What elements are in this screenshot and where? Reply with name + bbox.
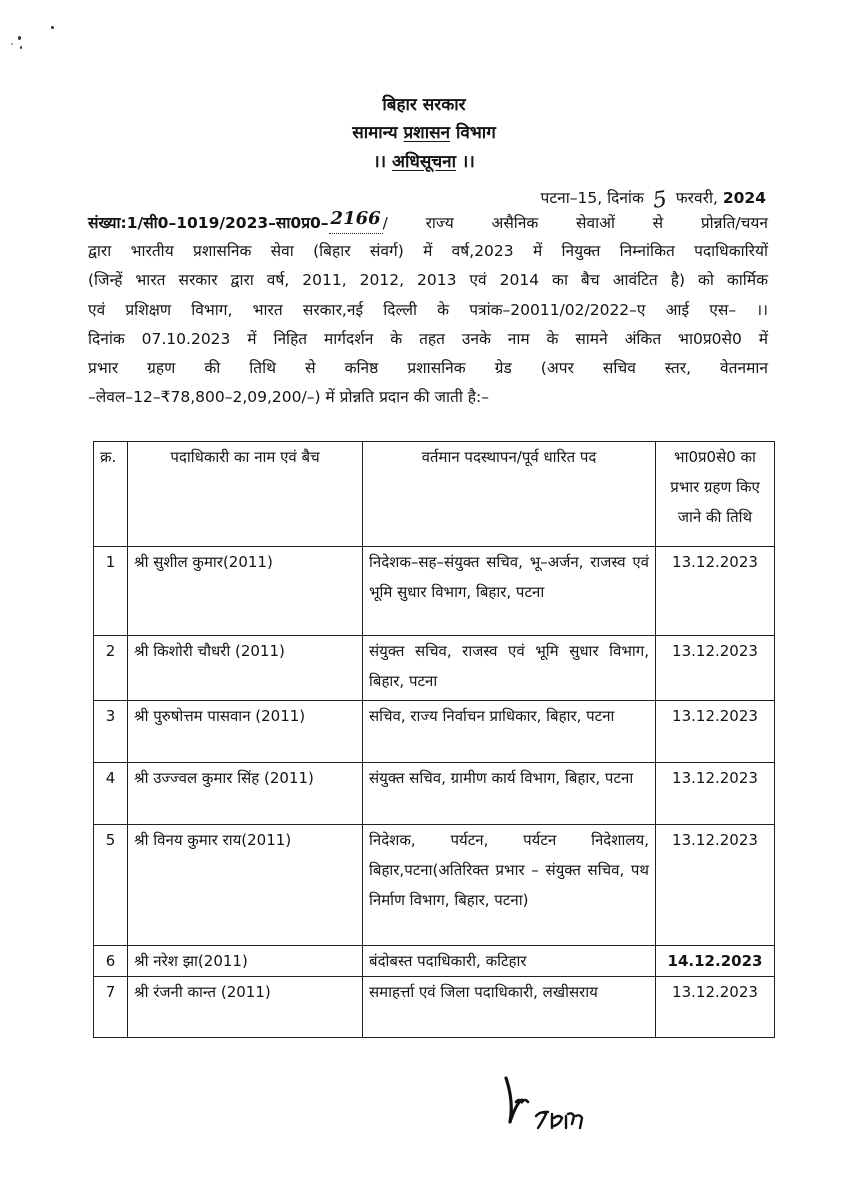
body-line-7: –लेवल–12–₹78,800–2,09,200/–) में प्रोन्नति प्रदान की जाती है:– xyxy=(88,388,490,407)
table-row xyxy=(94,547,775,636)
table-header-row xyxy=(94,442,775,547)
charge-date: 13.12.2023 xyxy=(656,977,775,1038)
scan-speck xyxy=(11,43,13,45)
reference-prefix: संख्या:1/सी0–1019/2023–सा0प्र0– xyxy=(88,214,329,232)
serial-number: 6 xyxy=(94,946,128,977)
dateline xyxy=(540,186,766,214)
government-name: बिहार सरकार xyxy=(382,95,466,115)
notice-heading xyxy=(0,151,848,173)
header-charge-date: भा0प्र0से0 का प्रभार ग्रहण किए जाने की तिथि xyxy=(656,442,775,547)
body-line-2: द्वारा भारतीय प्रशासनिक सेवा (बिहार संवर्ग) में वर्ष,2023 में नियुक्त निम्नांकित पदाधिकारियों xyxy=(88,242,768,261)
table-row xyxy=(94,946,775,977)
serial-number: 1 xyxy=(94,547,128,636)
department-underlined: प्रशासन xyxy=(403,123,451,143)
body-line-6: प्रभार ग्रहण की तिथि से कनिष्ठ प्रशासनिक ग्रेड (अपर सचिव स्तर, वेतनमान xyxy=(88,358,768,377)
scan-speck xyxy=(18,36,21,40)
table-row xyxy=(94,636,775,701)
officer-name: श्री पुरुषोत्तम पासवान (2011) xyxy=(128,701,363,763)
signature xyxy=(496,1072,626,1142)
current-posting: संयुक्त सचिव, ग्रामीण कार्य विभाग, बिहार, पटना xyxy=(363,763,656,825)
current-posting: समाहर्त्ता एवं जिला पदाधिकारी, लखीसराय xyxy=(363,977,656,1038)
charge-date: 13.12.2023 xyxy=(656,825,775,946)
officer-name: श्री उज्ज्वल कुमार सिंह (2011) xyxy=(128,763,363,825)
notice-open-mark: ।। xyxy=(373,152,392,172)
serial-number: 5 xyxy=(94,825,128,946)
officer-name: श्री विनय कुमार राय(2011) xyxy=(128,825,363,946)
body-line-3: (जिन्हें भारत सरकार द्वारा वर्ष, 2011, 2012, 2013 एवं 2014 का बैच आवंटित है) को कार्मिक xyxy=(88,271,768,290)
current-posting: निदेशक–सह–संयुक्त सचिव, भू–अर्जन, राजस्व एवं भूमि सुधार विभाग, बिहार, पटना xyxy=(363,547,656,636)
serial-number: 4 xyxy=(94,763,128,825)
department-suffix: विभाग xyxy=(450,123,496,143)
notice-title: अधिसूचना xyxy=(392,152,456,172)
table-row xyxy=(94,977,775,1038)
officer-name: श्री सुशील कुमार(2011) xyxy=(128,547,363,636)
department-name xyxy=(0,122,848,144)
handwritten-reference-number: 2166 xyxy=(329,204,383,234)
charge-date: 14.12.2023 xyxy=(656,946,775,977)
serial-number: 7 xyxy=(94,977,128,1038)
officer-name: श्री रंजनी कान्त (2011) xyxy=(128,977,363,1038)
reference-suffix: / xyxy=(382,214,388,232)
current-posting: सचिव, राज्य निर्वाचन प्राधिकार, बिहार, पटना xyxy=(363,701,656,763)
table-row xyxy=(94,701,775,763)
serial-number: 2 xyxy=(94,636,128,701)
serial-number: 3 xyxy=(94,701,128,763)
current-posting: संयुक्त सचिव, राजस्व एवं भूमि सुधार विभाग, बिहार, पटना xyxy=(363,636,656,701)
dateline-month: फरवरी, xyxy=(675,189,718,207)
charge-date: 13.12.2023 xyxy=(656,636,775,701)
department-prefix: सामान्य xyxy=(352,123,404,143)
body-text: राज्य असैनिक सेवाओं से प्रोन्नति/चयन xyxy=(387,214,768,232)
officer-name: श्री नरेश झा(2011) xyxy=(128,946,363,977)
header-serial-number: क्र. xyxy=(94,442,128,547)
body-line-1 xyxy=(88,208,768,237)
charge-date: 13.12.2023 xyxy=(656,701,775,763)
current-posting: बंदोबस्त पदाधिकारी, कटिहार xyxy=(363,946,656,977)
header-officer-name: पदाधिकारी का नाम एवं बैच xyxy=(128,442,363,547)
notification-body xyxy=(88,208,768,412)
handwritten-initials-icon xyxy=(496,1072,626,1142)
table-row xyxy=(94,763,775,825)
header-current-posting: वर्तमान पदस्थापन/पूर्व धारित पद xyxy=(363,442,656,547)
dateline-year: 2024 xyxy=(722,189,766,207)
table-row xyxy=(94,825,775,946)
charge-date: 13.12.2023 xyxy=(656,763,775,825)
officer-name: श्री किशोरी चौधरी (2011) xyxy=(128,636,363,701)
scan-speck xyxy=(51,26,54,29)
current-posting: निदेशक, पर्यटन, पर्यटन निदेशालय, बिहार,पटना(अतिरिक्त प्रभार – संयुक्त सचिव, पथ निर्माण विभाग, बिहार, पटना) xyxy=(363,825,656,946)
scan-speck xyxy=(20,46,22,49)
promotion-table xyxy=(93,441,775,1038)
handwritten-day: 5 xyxy=(651,187,669,214)
body-line-4: एवं प्रशिक्षण विभाग, भारत सरकार,नई दिल्ली के पत्रांक–20011/02/2022–ए आई एस– ।। xyxy=(88,300,768,319)
dateline-place: पटना–15, दिनांक xyxy=(540,189,644,207)
charge-date: 13.12.2023 xyxy=(656,547,775,636)
body-line-5: दिनांक 07.10.2023 में निहित मार्गदर्शन के तहत उनके नाम के सामने अंकित भा0प्र0से0 में xyxy=(88,329,768,348)
notice-close-mark: ।। xyxy=(455,152,475,172)
